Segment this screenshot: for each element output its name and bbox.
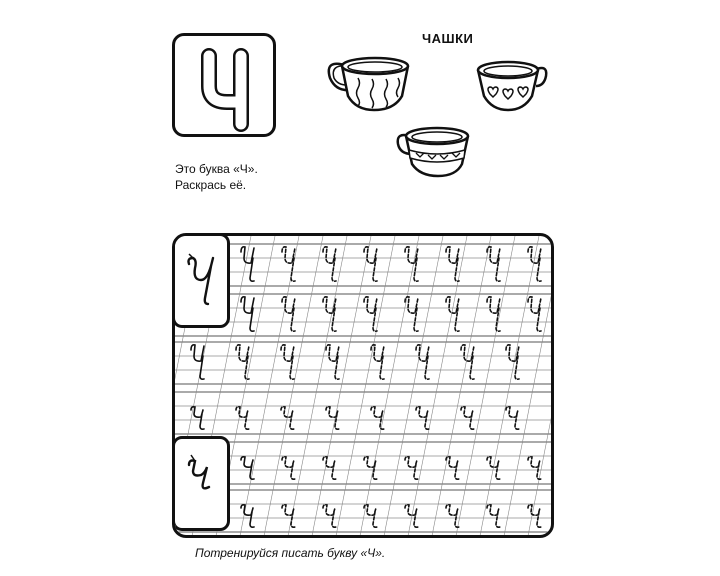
cup-striped-icon xyxy=(320,52,420,114)
practice-instruction: Потренируйся писать букву «Ч». xyxy=(195,546,386,560)
trace-glyph xyxy=(528,297,541,331)
sample-uppercase-box xyxy=(172,233,230,328)
slant-line xyxy=(479,236,539,538)
trace-glyph xyxy=(241,505,254,527)
trace-glyph xyxy=(371,345,384,379)
trace-glyph xyxy=(487,505,500,527)
trace-glyph xyxy=(323,505,336,527)
slant-line xyxy=(311,236,371,538)
trace-glyph xyxy=(364,297,377,331)
slant-line xyxy=(503,236,554,538)
caption-line2: Раскрась её. xyxy=(175,178,247,192)
slant-line xyxy=(383,236,443,538)
trace-glyph xyxy=(487,297,500,331)
trace-glyph xyxy=(323,247,336,281)
trace-glyph xyxy=(282,505,295,527)
trace-glyph xyxy=(506,407,519,429)
trace-glyph xyxy=(528,505,541,527)
sample-lowercase-glyph xyxy=(175,439,227,528)
trace-glyph xyxy=(446,247,459,281)
trace-glyph xyxy=(282,247,295,281)
slant-line xyxy=(239,236,299,538)
big-letter-outline xyxy=(175,36,279,140)
cup-patterned-icon xyxy=(396,120,476,182)
writing-worksheet xyxy=(172,233,554,538)
trace-glyph xyxy=(281,345,294,379)
sample-lowercase-box xyxy=(172,436,230,531)
slant-line xyxy=(335,236,395,538)
practice-ruling xyxy=(175,236,554,538)
trace-glyph xyxy=(364,247,377,281)
trace-glyph xyxy=(326,345,339,379)
slant-line xyxy=(455,236,515,538)
trace-glyph xyxy=(487,247,500,281)
trace-glyph xyxy=(506,345,519,379)
trace-glyph xyxy=(364,505,377,527)
trace-glyph xyxy=(528,247,541,281)
big-letter-box xyxy=(172,33,276,137)
slant-line xyxy=(551,236,554,538)
trace-glyph xyxy=(405,457,418,479)
trace-glyph xyxy=(461,407,474,429)
slant-line xyxy=(287,236,347,538)
trace-glyph xyxy=(528,457,541,479)
trace-glyph xyxy=(446,457,459,479)
sample-uppercase-glyph xyxy=(175,236,227,325)
trace-glyph xyxy=(405,505,418,527)
picture-title: ЧАШКИ xyxy=(422,31,474,46)
slant-line xyxy=(359,236,419,538)
trace-glyph xyxy=(446,297,459,331)
slant-line xyxy=(431,236,491,538)
trace-glyph xyxy=(191,345,204,379)
trace-glyph xyxy=(405,297,418,331)
trace-glyph xyxy=(236,345,249,379)
trace-glyph xyxy=(241,297,254,331)
cup-hearts-icon xyxy=(472,56,552,118)
trace-glyph xyxy=(446,505,459,527)
trace-glyph xyxy=(461,345,474,379)
trace-glyph xyxy=(326,407,339,429)
trace-glyph xyxy=(323,457,336,479)
trace-glyph xyxy=(282,457,295,479)
trace-glyph xyxy=(416,407,429,429)
caption-line1: Это буква «Ч». xyxy=(175,162,258,176)
trace-glyph xyxy=(371,407,384,429)
